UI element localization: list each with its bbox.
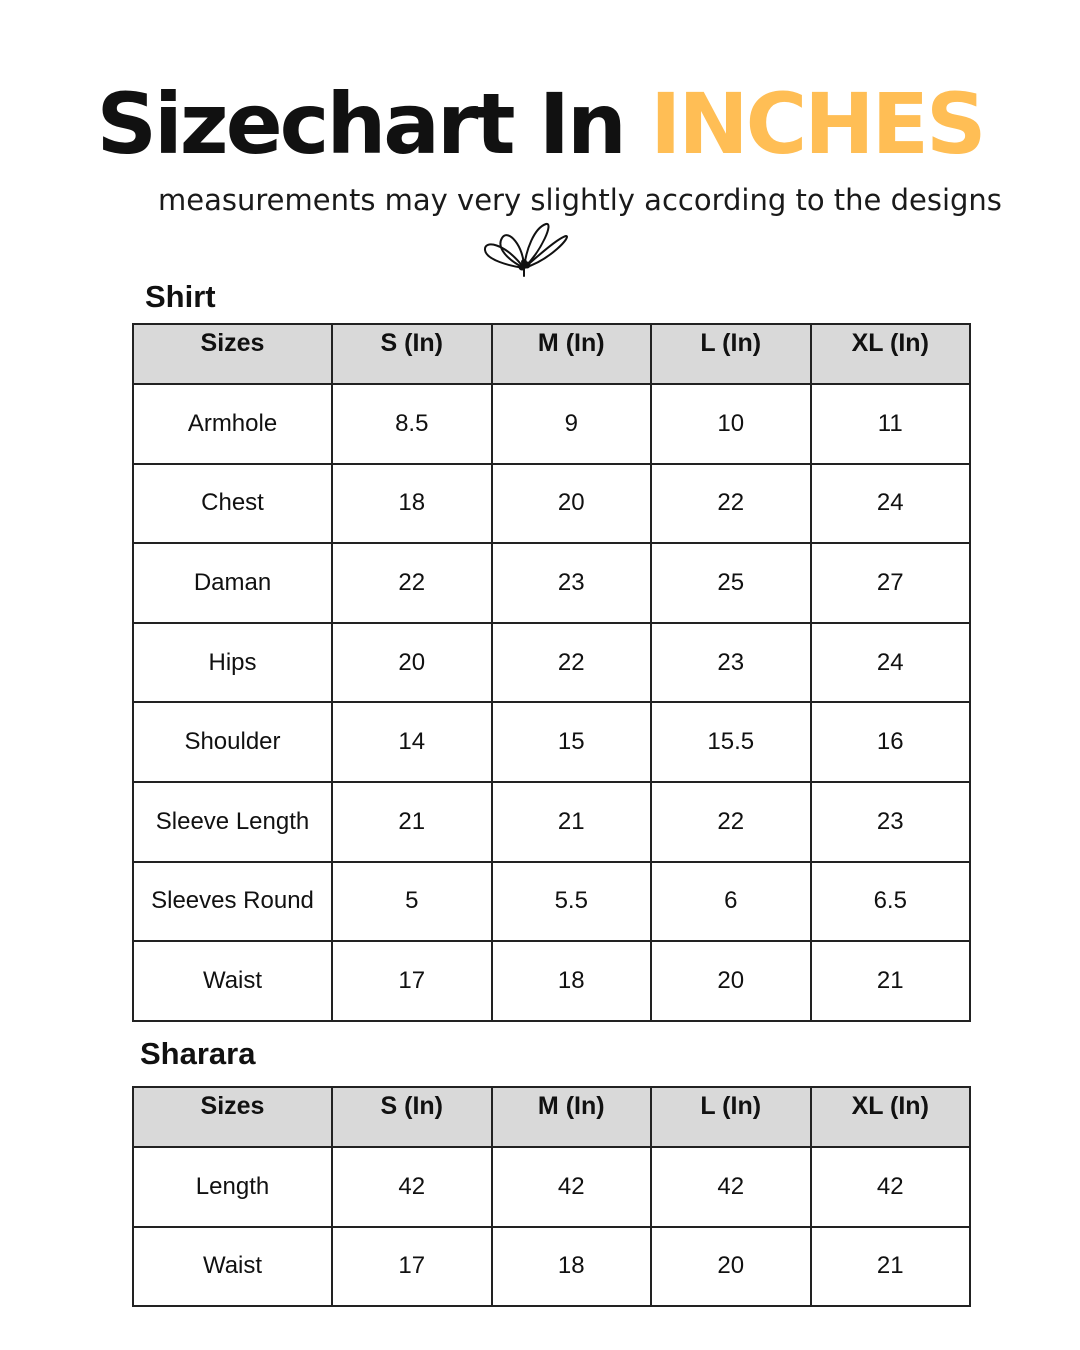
- table-cell: 20: [332, 623, 492, 703]
- table-cell: 21: [332, 782, 492, 862]
- table-cell: 18: [332, 464, 492, 544]
- table-cell: 16: [811, 702, 971, 782]
- table-cell: 24: [811, 623, 971, 703]
- table-cell: 15.5: [651, 702, 811, 782]
- table-row: [133, 862, 970, 942]
- table-header-row: [133, 324, 970, 384]
- row-label: Sleeve Length: [133, 782, 332, 862]
- column-header-sizes: Sizes: [133, 1087, 332, 1147]
- row-label: Armhole: [133, 384, 332, 464]
- column-header-s: S (In): [332, 1087, 492, 1147]
- row-label: Chest: [133, 464, 332, 544]
- table-cell: 8.5: [332, 384, 492, 464]
- row-label: Daman: [133, 543, 332, 623]
- row-label: Length: [133, 1147, 332, 1227]
- table-cell: 23: [811, 782, 971, 862]
- table-row: [133, 623, 970, 703]
- table-cell: 21: [492, 782, 652, 862]
- table-cell: 22: [651, 782, 811, 862]
- title-main: Sizechart In: [96, 75, 624, 173]
- column-header-xl: XL (In): [811, 324, 971, 384]
- table-cell: 42: [492, 1147, 652, 1227]
- table-cell: 22: [651, 464, 811, 544]
- table-row: [133, 782, 970, 862]
- table-row: [133, 384, 970, 464]
- table-cell: 20: [492, 464, 652, 544]
- table-cell: 42: [811, 1147, 971, 1227]
- table-cell: 42: [332, 1147, 492, 1227]
- table-cell: 24: [811, 464, 971, 544]
- table-cell: 17: [332, 941, 492, 1021]
- row-label: Shoulder: [133, 702, 332, 782]
- column-header-m: M (In): [492, 1087, 652, 1147]
- table-row: [133, 543, 970, 623]
- column-header-l: L (In): [651, 1087, 811, 1147]
- row-label: Sleeves Round: [133, 862, 332, 942]
- table-cell: 18: [492, 1227, 652, 1307]
- table-header-row: [133, 1087, 970, 1147]
- shirt-size-table: [132, 323, 971, 1022]
- page-subtitle: measurements may very slightly according to the designs: [158, 183, 1002, 217]
- table-row: [133, 1147, 970, 1227]
- row-label: Hips: [133, 623, 332, 703]
- table-cell: 22: [492, 623, 652, 703]
- table-row: [133, 1227, 970, 1307]
- row-label: Waist: [133, 1227, 332, 1307]
- sharara-size-table: [132, 1086, 971, 1307]
- table-cell: 25: [651, 543, 811, 623]
- table-cell: 10: [651, 384, 811, 464]
- table-cell: 20: [651, 941, 811, 1021]
- table-cell: 20: [651, 1227, 811, 1307]
- table-cell: 6: [651, 862, 811, 942]
- table-cell: 15: [492, 702, 652, 782]
- shirt-section-title: Shirt: [145, 279, 216, 314]
- page-title: [0, 74, 1080, 174]
- table-cell: 6.5: [811, 862, 971, 942]
- sharara-section-title: Sharara: [140, 1036, 256, 1071]
- column-header-l: L (In): [651, 324, 811, 384]
- row-label: Waist: [133, 941, 332, 1021]
- table-cell: 17: [332, 1227, 492, 1307]
- table-cell: 23: [492, 543, 652, 623]
- column-header-s: S (In): [332, 324, 492, 384]
- column-header-sizes: Sizes: [133, 324, 332, 384]
- table-cell: 5: [332, 862, 492, 942]
- table-row: [133, 941, 970, 1021]
- table-cell: 11: [811, 384, 971, 464]
- table-cell: 22: [332, 543, 492, 623]
- table-cell: 21: [811, 1227, 971, 1307]
- table-row: [133, 702, 970, 782]
- table-cell: 23: [651, 623, 811, 703]
- table-cell: 27: [811, 543, 971, 623]
- table-cell: 18: [492, 941, 652, 1021]
- table-cell: 9: [492, 384, 652, 464]
- table-cell: 42: [651, 1147, 811, 1227]
- table-cell: 5.5: [492, 862, 652, 942]
- title-accent: INCHES: [650, 75, 984, 173]
- table-row: [133, 464, 970, 544]
- flower-icon: [480, 220, 572, 280]
- table-cell: 21: [811, 941, 971, 1021]
- column-header-xl: XL (In): [811, 1087, 971, 1147]
- table-cell: 14: [332, 702, 492, 782]
- column-header-m: M (In): [492, 324, 652, 384]
